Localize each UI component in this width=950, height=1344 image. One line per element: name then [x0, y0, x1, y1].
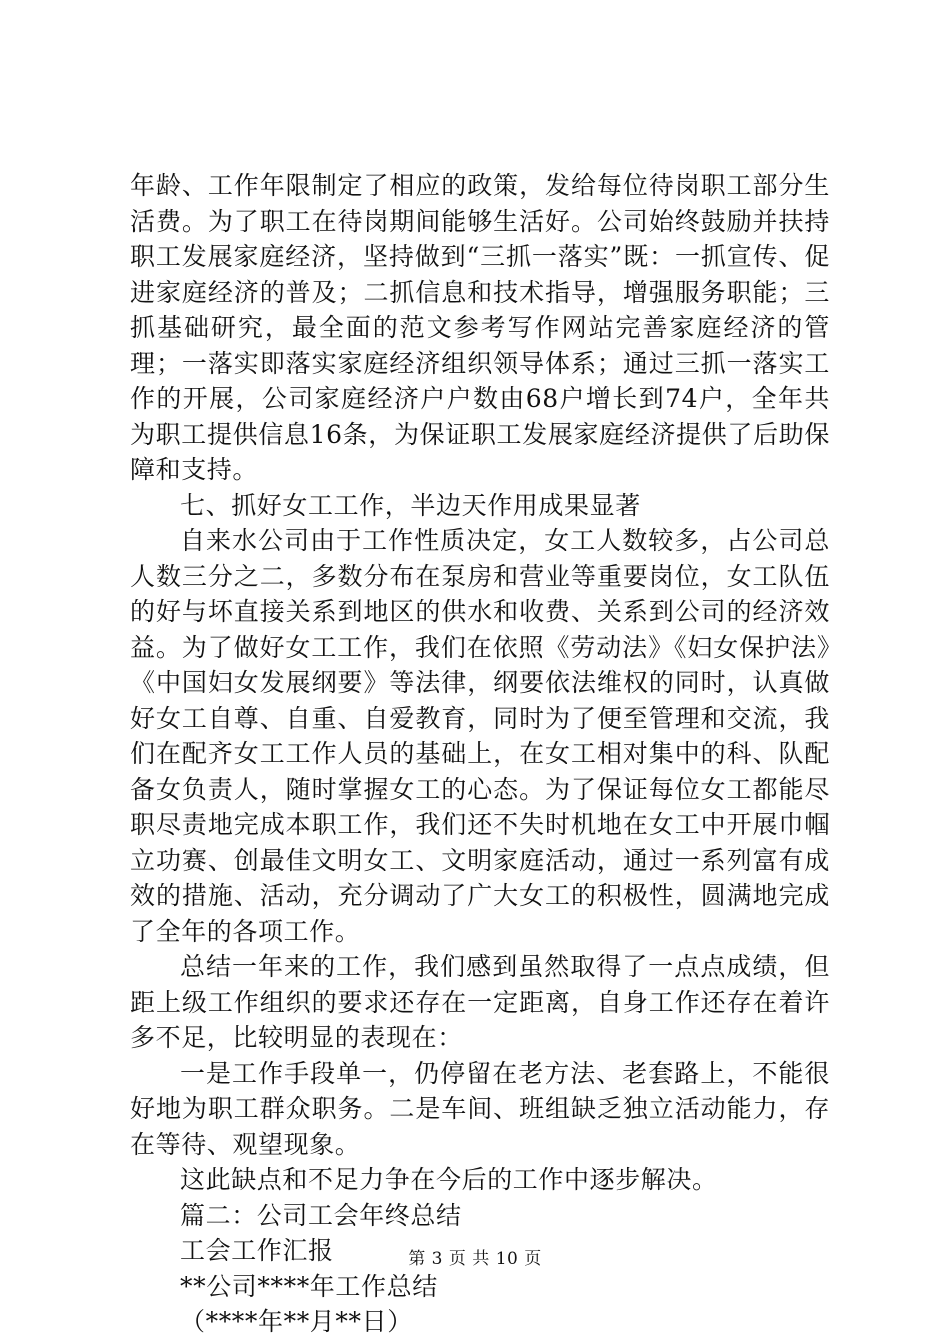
report-title: 工会工作汇报	[180, 1236, 334, 1265]
report-date: （****年**月**日）	[180, 1307, 413, 1336]
document-body	[130, 168, 830, 1340]
section-heading-7: 七、抓好女工工作，半边天作用成果显著	[180, 490, 641, 520]
report-subtitle: **公司****年工作总结	[180, 1271, 438, 1301]
paragraph-3: 总结一年来的工作，我们感到虽然取得了一点点成绩，但距上级工作组织的要求还存在一定距离，自身工作还存在着许多不足，比较明显的表现在：	[130, 952, 830, 1052]
paragraph-2: 自来水公司由于工作性质决定，女工人数较多，占公司总人数三分之二，多数分布在泵房和营业等重要岗位，女工队伍的好与坏直接关系到地区的供水和收费、关系到公司的经济效益。为了做好女工工作，我们在依照《劳动法》《妇女保护法》《中国妇女发展纲要》等法律，纲要依法维权的同时，认真做好女工自尊、自重、自爱教育，同时为了便至管理和交流，我们在配齐女工工作人员的基础上，在女工相对集中的科、队配备女负责人，随时掌握女工的心态。为了保证每位女工都能尽职尽责地完成本职工作，我们还不失时机地在女工中开展巾帼立功赛、创最佳文明女工、文明家庭活动，通过一系列富有成效的措施、活动，充分调动了广大女工的积极性，圆满地完成了全年的各项工作。	[130, 526, 830, 946]
paragraph-5: 这此缺点和不足力争在今后的工作中逐步解决。	[180, 1165, 718, 1194]
chapter-title: 篇二：公司工会年终总结	[180, 1200, 462, 1230]
paragraph-1: 年龄、工作年限制定了相应的政策，发给每位待岗职工部分生活费。为了职工在待岗期间能够生活好。公司始终鼓励并扶持职工发展家庭经济，坚持做到“三抓一落实”既：一抓宣传、促进家庭经济的普及；二抓信息和技术指导，增强服务职能；三抓基础研究，最全面的范文参考写作网站完善家庭经济的管理；一落实即落实家庭经济组织领导体系；通过三抓一落实工作的开展，公司家庭经济户户数由68户增长到74户，全年共为职工提供信息16条，为保证职工发展家庭经济提供了后助保障和支持。	[130, 171, 830, 484]
page-number: 第 3 页 共 10 页	[408, 1249, 542, 1269]
paragraph-4: 一是工作手段单一，仍停留在老方法、老套路上，不能很好地为职工群众职务。二是车间、班组缺乏独立活动能力，存在等待、观望现象。	[130, 1058, 830, 1159]
